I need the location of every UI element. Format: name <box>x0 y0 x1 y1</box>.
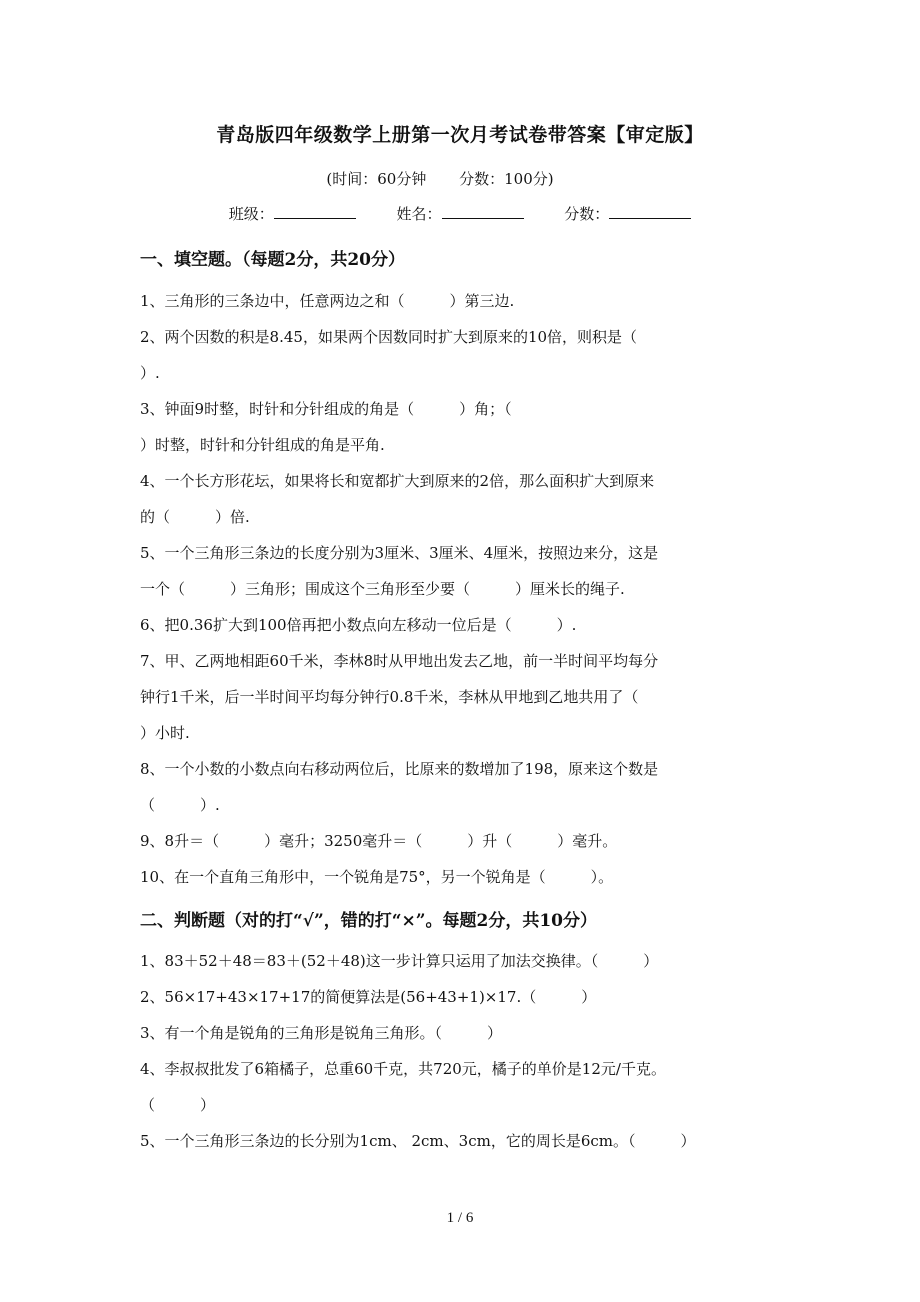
question-line: 3、钟面9时整，时针和分针组成的角是（ ）角；（ <box>140 400 512 418</box>
question-line: （ ）. <box>140 796 220 814</box>
question-line: 2、56×17+43×17+17的简便算法是(56+43+1)×17.（ ） <box>140 988 597 1006</box>
total-score-info: 分数：100分) <box>459 170 554 188</box>
question-line: 5、一个三角形三条边的长度分别为3厘米、3厘米、4厘米，按照边来分，这是 <box>140 544 659 562</box>
name-blank[interactable] <box>442 204 524 219</box>
question-line: 2、两个因数的积是8.45，如果两个因数同时扩大到原来的10倍，则积是（ <box>140 328 638 346</box>
question-line: 10、在一个直角三角形中，一个锐角是75°，另一个锐角是（ ）。 <box>140 868 614 886</box>
page-title: 青岛版四年级数学上册第一次月考试卷带答案【审定版】 <box>216 124 704 146</box>
score-blank[interactable] <box>609 204 691 219</box>
question-line: 5、一个三角形三条边的长分别为1cm、 2cm、3cm，它的周长是6cm。（ ） <box>140 1132 696 1150</box>
time-info: (时间：60分钟 <box>326 170 427 188</box>
question-line: 8、一个小数的小数点向右移动两位后，比原来的数增加了198，原来这个数是 <box>140 760 659 778</box>
question-line: 7、甲、乙两地相距60千米，李林8时从甲地出发去乙地，前一半时间平均每分 <box>140 652 659 670</box>
score-field: 分数： <box>564 203 691 224</box>
question-line: ）. <box>140 364 160 382</box>
question-line: 一个（ ）三角形；围成这个三角形至少要（ ）厘米长的绳子. <box>140 580 625 598</box>
question-line: 4、李叔叔批发了6箱橘子，总重60千克，共720元，橘子的单价是12元/千克。 <box>140 1060 666 1078</box>
section2-title: 二、判断题（对的打“√”，错的打“×”。每题2分，共10分） <box>140 911 598 931</box>
question-line: ）小时. <box>140 724 190 742</box>
question-line: 钟行1千米，后一半时间平均每分钟行0.8千米，李林从甲地到乙地共用了（ <box>140 688 639 706</box>
question-line: 6、把0.36扩大到100倍再把小数点向左移动一位后是（ ）. <box>140 616 577 634</box>
name-field: 姓名： <box>396 203 523 224</box>
question-line: 1、三角形的三条边中，任意两边之和（ ）第三边. <box>140 292 515 310</box>
page-number: 1 / 6 <box>446 1210 474 1226</box>
question-line: ）时整，时针和分针组成的角是平角. <box>140 436 385 454</box>
section1-title: 一、填空题。（每题2分，共20分） <box>140 250 405 270</box>
question-line: 3、有一个角是锐角的三角形是锐角三角形。（ ） <box>140 1024 503 1042</box>
student-fields <box>0 203 920 224</box>
question-line: 1、83＋52＋48＝83＋(52＋48)这一步计算只运用了加法交换律。（ ） <box>140 952 659 970</box>
class-field: 班级： <box>229 203 356 224</box>
question-line: 4、一个长方形花坛，如果将长和宽都扩大到原来的2倍，那么面积扩大到原来 <box>140 472 655 490</box>
question-line: 9、8升＝（ ）毫升；3250毫升＝（ ）升（ ）毫升。 <box>140 832 618 850</box>
class-blank[interactable] <box>274 204 356 219</box>
exam-info <box>0 168 880 189</box>
question-line: （ ） <box>140 1096 216 1114</box>
question-line: 的（ ）倍. <box>140 508 250 526</box>
